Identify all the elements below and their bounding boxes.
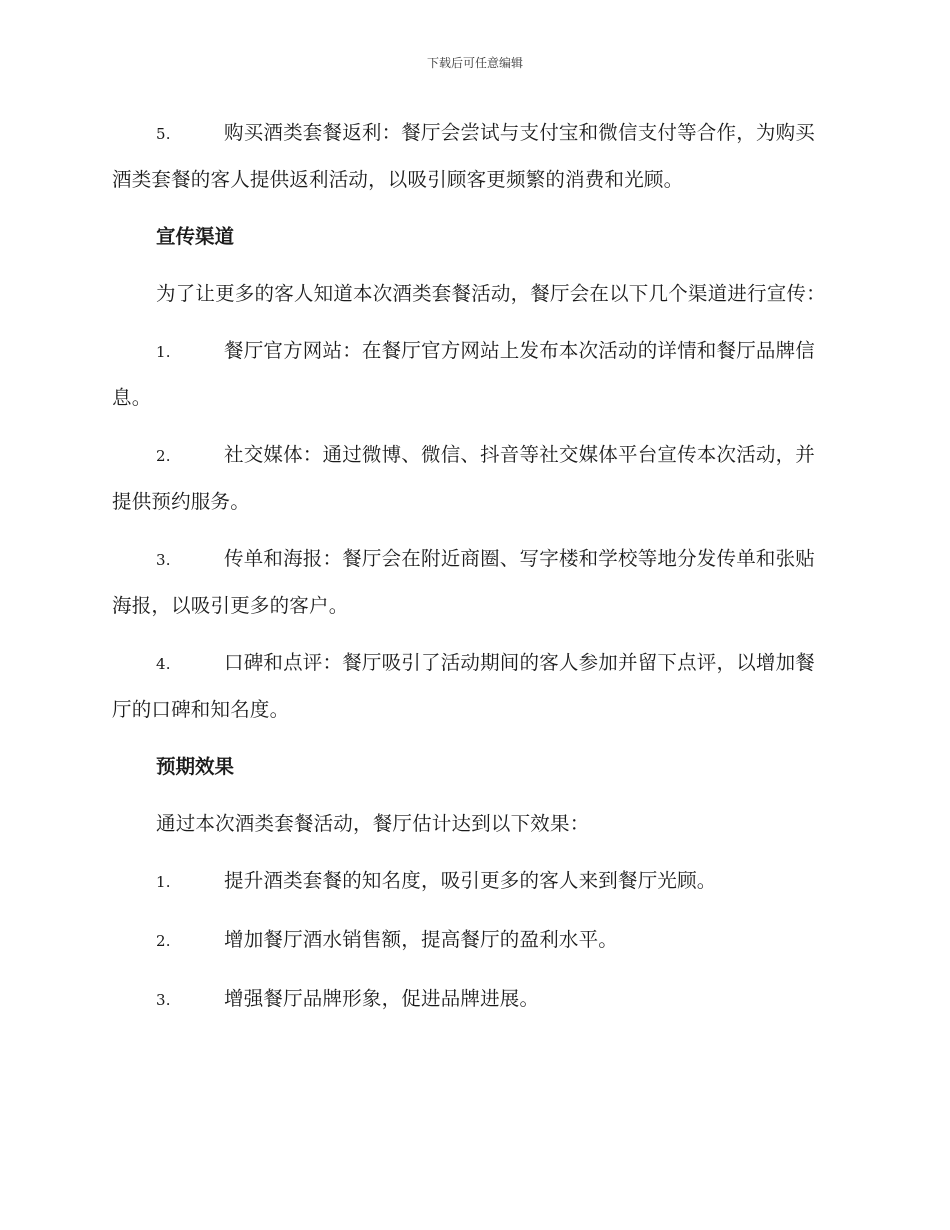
list-number: 2. <box>156 932 171 950</box>
list-text: 提升酒类套餐的知名度，吸引更多的客人来到餐厅光顾。 <box>224 869 717 892</box>
list-item <box>112 328 834 420</box>
list-item <box>112 640 834 732</box>
list-number: 1. <box>156 873 171 891</box>
list-text: 餐厅官方网站：在餐厅官方网站上发布本次活动的详情和餐厅品牌信息。 <box>112 339 816 409</box>
list-number: 5. <box>156 125 171 143</box>
list-text: 增强餐厅品牌形象，促进品牌进展。 <box>224 987 540 1010</box>
section-intro-channels: 为了让更多的客人知道本次酒类套餐活动，餐厅会在以下几个渠道进行宣传： <box>156 282 826 305</box>
list-item <box>112 858 834 905</box>
section-heading-effects: 预期效果 <box>156 755 235 778</box>
list-number: 4. <box>156 655 171 673</box>
list-item <box>112 917 834 964</box>
list-number: 3. <box>156 551 171 569</box>
list-number: 2. <box>156 447 171 465</box>
list-item <box>112 536 834 628</box>
section-intro-effects: 通过本次酒类套餐活动，餐厅估计达到以下效果： <box>156 812 590 835</box>
section-heading-channels: 宣传渠道 <box>156 225 235 248</box>
list-item <box>112 432 834 524</box>
page-header: 下载后可任意编辑 <box>426 56 523 70</box>
list-text: 传单和海报：餐厅会在附近商圈、写字楼和学校等地分发传单和张贴海报，以吸引更多的客户。 <box>112 547 816 617</box>
list-item <box>112 110 834 202</box>
list-text: 社交媒体：通过微博、微信、抖音等社交媒体平台宣传本次活动，并提供预约服务。 <box>112 443 816 513</box>
list-text: 增加餐厅酒水销售额，提高餐厅的盈利水平。 <box>224 928 619 951</box>
list-number: 1. <box>156 343 171 361</box>
list-text: 口碑和点评：餐厅吸引了活动期间的客人参加并留下点评，以增加餐厅的口碑和知名度。 <box>112 651 816 721</box>
list-item <box>112 976 834 1023</box>
document-body <box>112 110 834 1035</box>
list-text: 购买酒类套餐返利：餐厅会尝试与支付宝和微信支付等合作，为购买酒类套餐的客人提供返利活动，以吸引顾客更频繁的消费和光顾。 <box>112 121 816 191</box>
list-number: 3. <box>156 991 171 1009</box>
